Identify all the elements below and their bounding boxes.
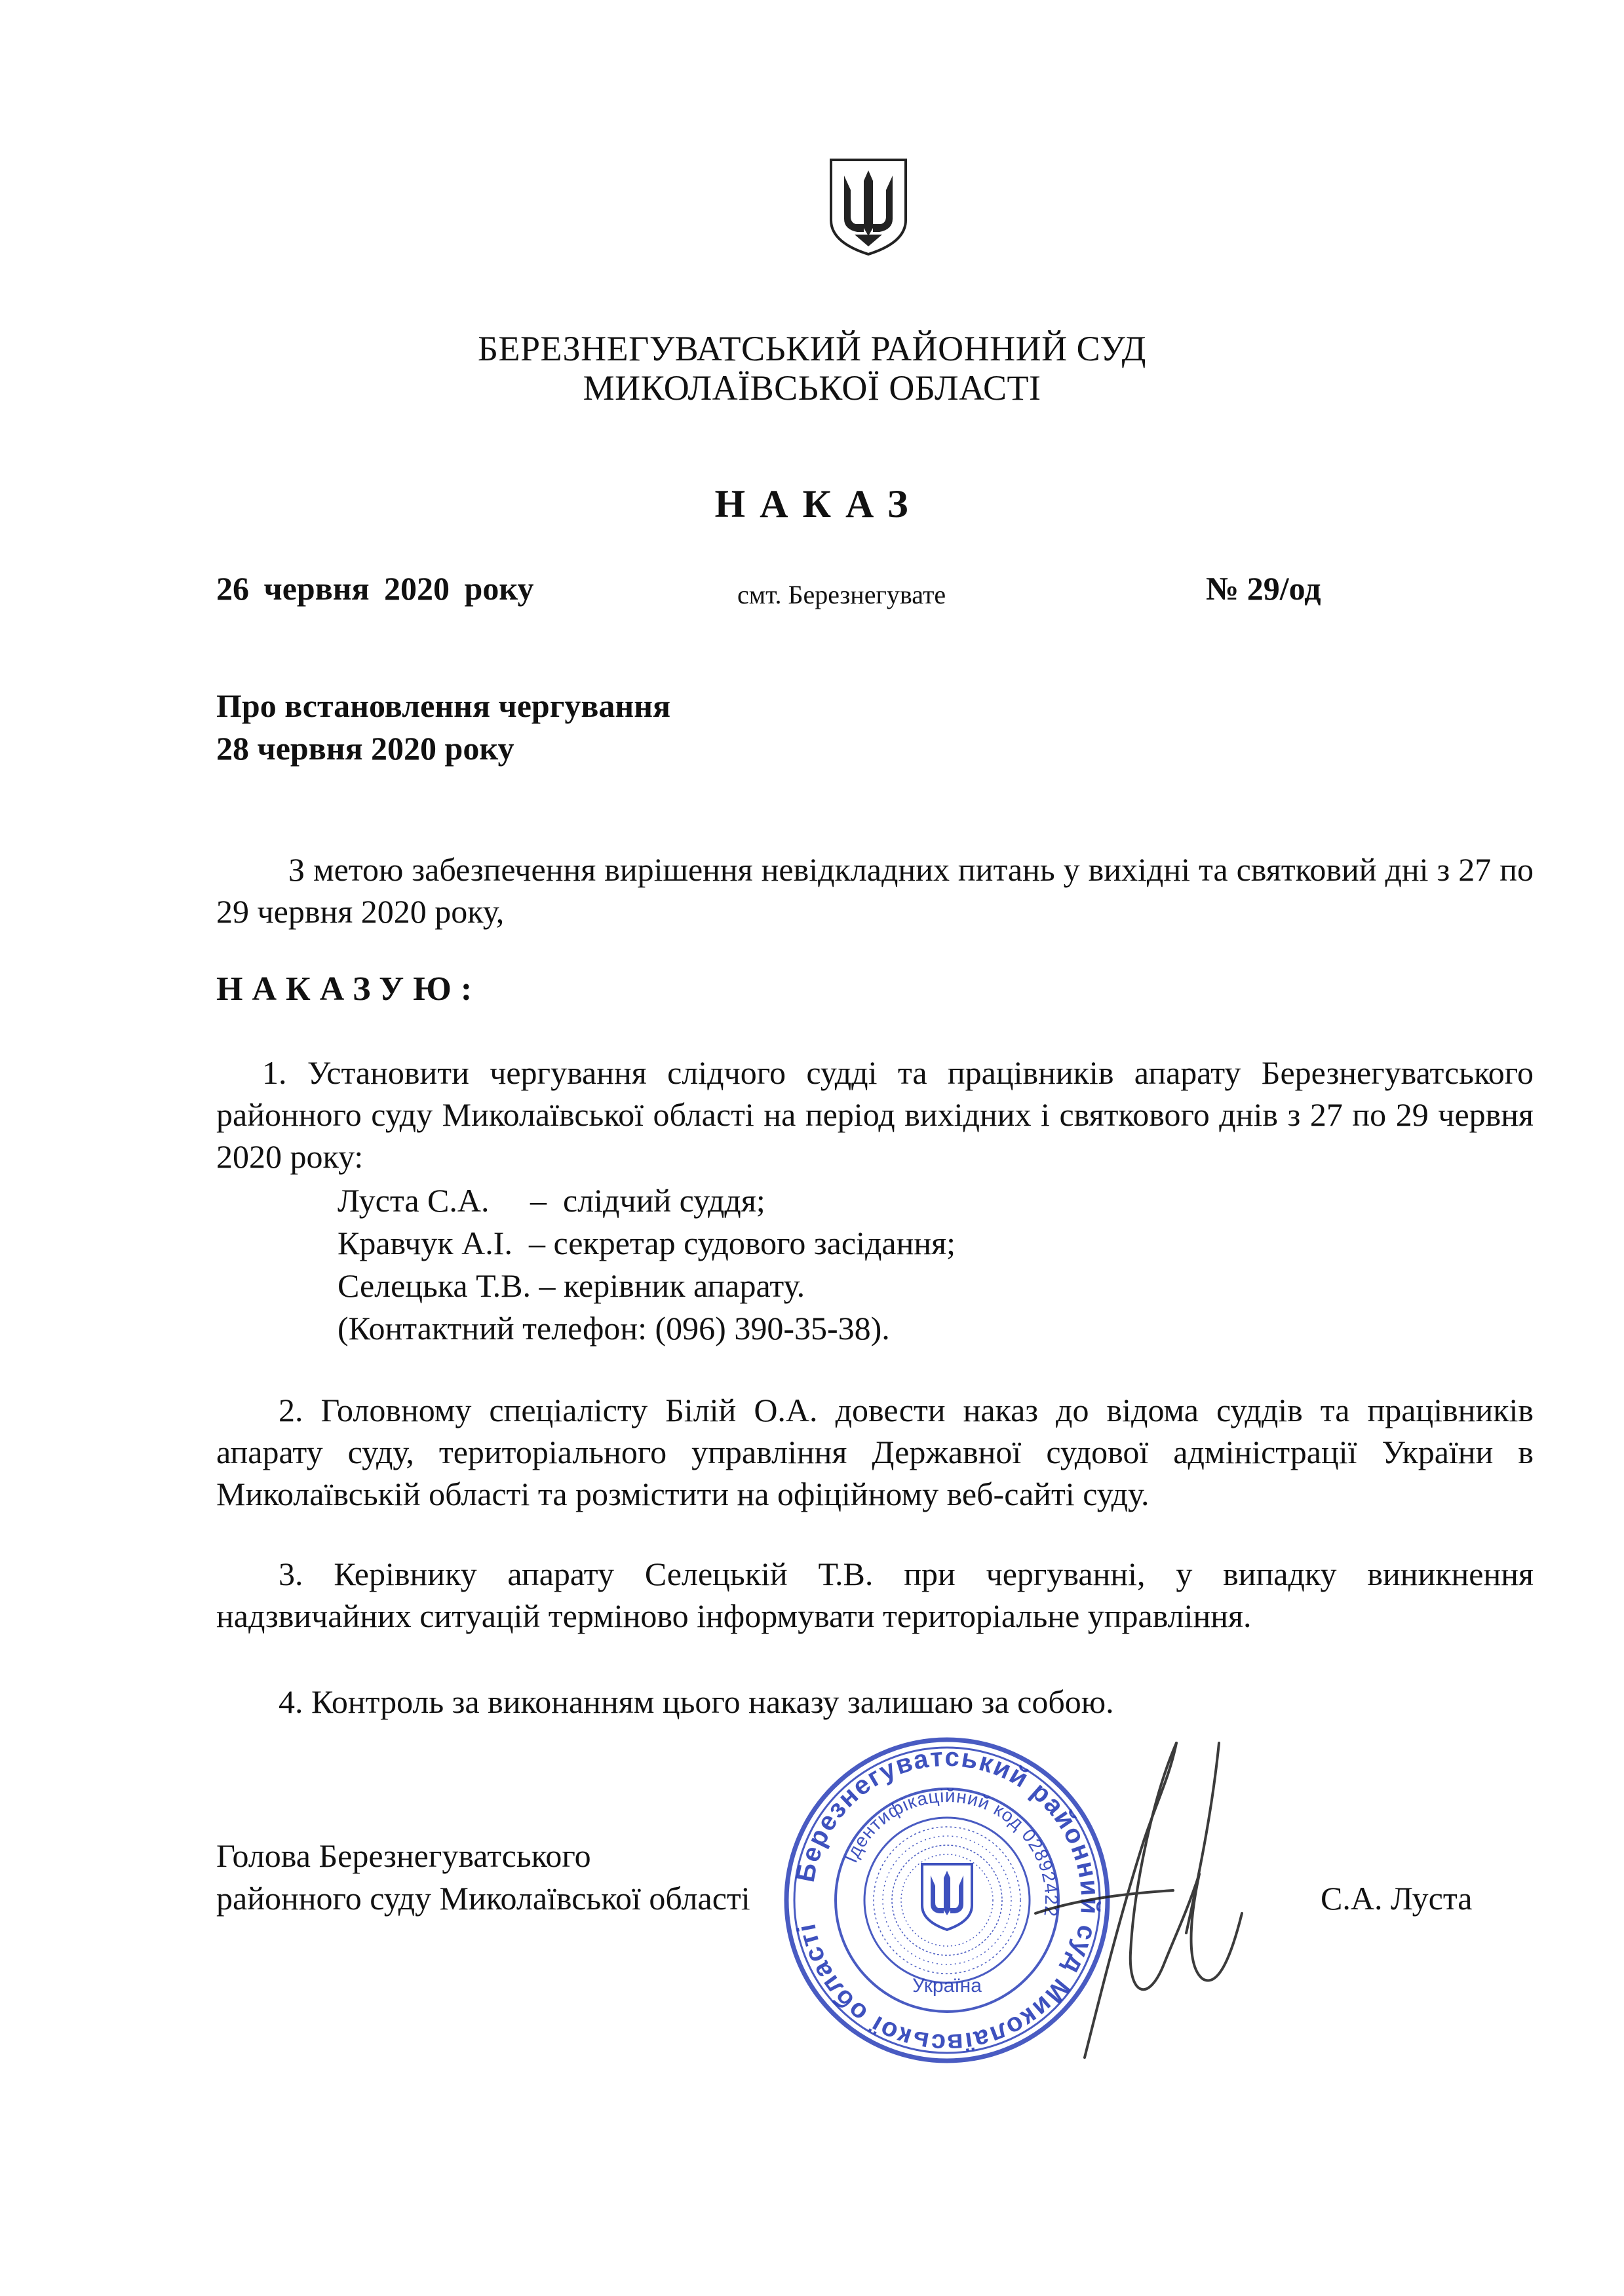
signatory-title-line1: Голова Березнегуватського	[216, 1837, 591, 1874]
court-name-line2: МИКОЛАЇВСЬКОЇ ОБЛАСТІ	[583, 368, 1041, 408]
staff-entry: Селецька Т.В. – керівник апарату.	[338, 1267, 805, 1304]
stamp-tryzub-icon	[922, 1864, 972, 1930]
order-word: НАКАЗУЮ:	[216, 970, 482, 1008]
subject-line1: Про встановлення чергування	[216, 687, 671, 724]
document-date: 26 червня 2020 року	[216, 570, 534, 607]
signatory-title-line2: районного суду Миколаївської області	[216, 1880, 750, 1917]
order-item-1: 1. Установити чергування слідчого судді та працівників апарату Березнегуватського районного суду Миколаївської області на період вихідних і святкового днів з 27 по 29 червня 2020 року:	[216, 1054, 1534, 1175]
stamp-outer-text: Березнегуватський районний суд Миколаївської області	[790, 1742, 1105, 2058]
order-item-3: 3. Керівнику апарату Селецькій Т.В. при чергуванні, у випадку виникнення надзвичайних ситуацій терміново інформувати територіальне управління.	[216, 1556, 1534, 1634]
contact-phone: (Контактний телефон: (096) 390-35-38).	[338, 1310, 890, 1347]
court-name-line1: БЕРЕЗНЕГУВАТСЬКИЙ РАЙОННИЙ СУД	[477, 329, 1147, 368]
stamp-inner-text: Ідентифікаційний код 02892422	[840, 1785, 1062, 1919]
staff-entry: Луста С.А. – слідчий суддя;	[338, 1182, 765, 1219]
document-number: № 29/од	[1206, 570, 1321, 607]
document-title: НАКАЗ	[714, 482, 923, 526]
tryzub-emblem-icon	[826, 156, 911, 258]
stamp-bottom-text: Україна	[912, 1975, 982, 1997]
handwritten-signature	[1022, 1717, 1258, 2084]
preamble-paragraph: З метою забезпечення вирішення невідкладних питань у вихідні та святковий дні з 27 по 29 червня 2020 року,	[216, 851, 1534, 930]
staff-entry: Кравчук А.І. – секретар судового засідання;	[338, 1225, 956, 1261]
subject-line2: 28 червня 2020 року	[216, 730, 514, 767]
signatory-name: С.А. Луста	[1321, 1880, 1473, 1917]
order-item-4: 4. Контроль за виконанням цього наказу залишаю за собою.	[279, 1683, 1114, 1720]
order-item-2: 2. Головному спеціалісту Білій О.А. довести наказ до відома суддів та працівників апарату суду, територіального управління Державної судової адміністрації України в Миколаївській області та розмістити на офіційному веб-сайті суду.	[216, 1392, 1534, 1512]
document-place: смт. Березнегувате	[737, 580, 946, 609]
